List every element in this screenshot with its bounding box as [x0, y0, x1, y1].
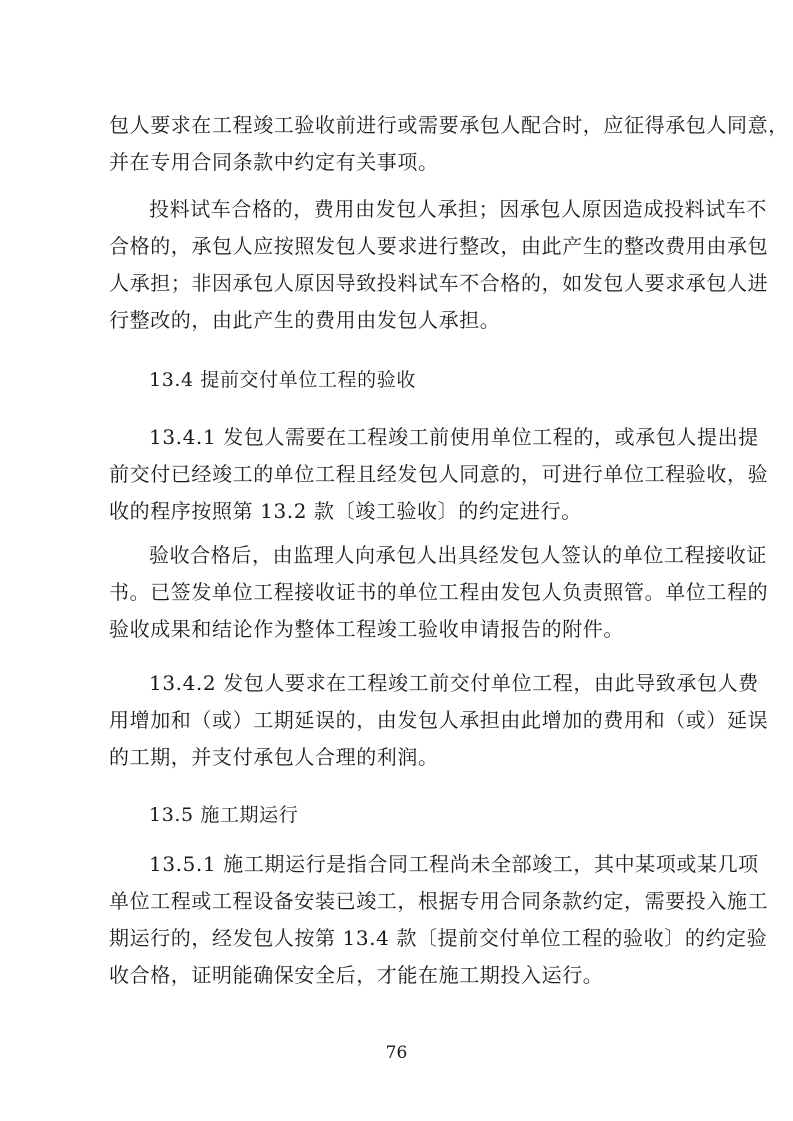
- text-line: 合格的，承包人应按照发包人要求进行整改，由此产生的整改费用由承包: [109, 234, 769, 258]
- text-line: 前交付已经竣工的单位工程且经发包人同意的，可进行单位工程验收，验: [109, 462, 769, 486]
- text-line: 收合格，证明能确保安全后，才能在施工期投入运行。: [109, 963, 604, 987]
- page-number: 76: [385, 1043, 408, 1063]
- section-heading-13-4: 13.4 提前交付单位工程的验收: [149, 369, 416, 391]
- paragraph-trial-run: [109, 191, 769, 339]
- text-line: 单位工程或工程设备安装已竣工，根据专用合同条款约定，需要投入施工: [109, 889, 769, 913]
- text-line: 13.4.2 发包人要求在工程竣工前交付单位工程，由此导致承包人费: [149, 671, 759, 695]
- text-line: 用增加和（或）工期延误的，由发包人承担由此增加的费用和（或）延误: [109, 708, 769, 732]
- text-line: 书。已签发单位工程接收证书的单位工程由发包人负责照管。单位工程的: [109, 580, 769, 604]
- text-line: 期运行的，经发包人按第 13.4 款〔提前交付单位工程的验收〕的约定验: [109, 926, 768, 950]
- text-line: 验收成果和结论作为整体工程竣工验收申请报告的附件。: [109, 617, 624, 641]
- text-line: 人承担；非因承包人原因导致投料试车不合格的，如发包人要求承包人进: [109, 271, 769, 295]
- text-line: 行整改的，由此产生的费用由发包人承担。: [109, 308, 501, 332]
- text-line: 并在专用合同条款中约定有关事项。: [109, 150, 439, 174]
- text-line: 13.4.1 发包人需要在工程竣工前使用单位工程的，或承包人提出提: [149, 425, 759, 449]
- paragraph-13-5-1: [109, 846, 769, 994]
- paragraph-13-4-1: [109, 419, 769, 530]
- section-heading-13-5: 13.5 施工期运行: [149, 804, 299, 826]
- text-line: 包人要求在工程竣工验收前进行或需要承包人配合时，应征得承包人同意，: [109, 113, 789, 137]
- text-line: 的工期，并支付承包人合理的利润。: [109, 745, 439, 769]
- text-line: 验收合格后，由监理人向承包人出具经发包人签认的单位工程接收证: [149, 543, 767, 567]
- text-line: 收的程序按照第 13.2 款〔竣工验收〕的约定进行。: [109, 499, 582, 523]
- paragraph-continuation: [109, 107, 789, 181]
- paragraph-acceptance: [109, 537, 769, 648]
- text-line: 13.5.1 施工期运行是指合同工程尚未全部竣工，其中某项或某几项: [149, 852, 759, 876]
- text-line: 投料试车合格的，费用由发包人承担；因承包人原因造成投料试车不: [149, 197, 767, 221]
- paragraph-13-4-2: [109, 665, 769, 776]
